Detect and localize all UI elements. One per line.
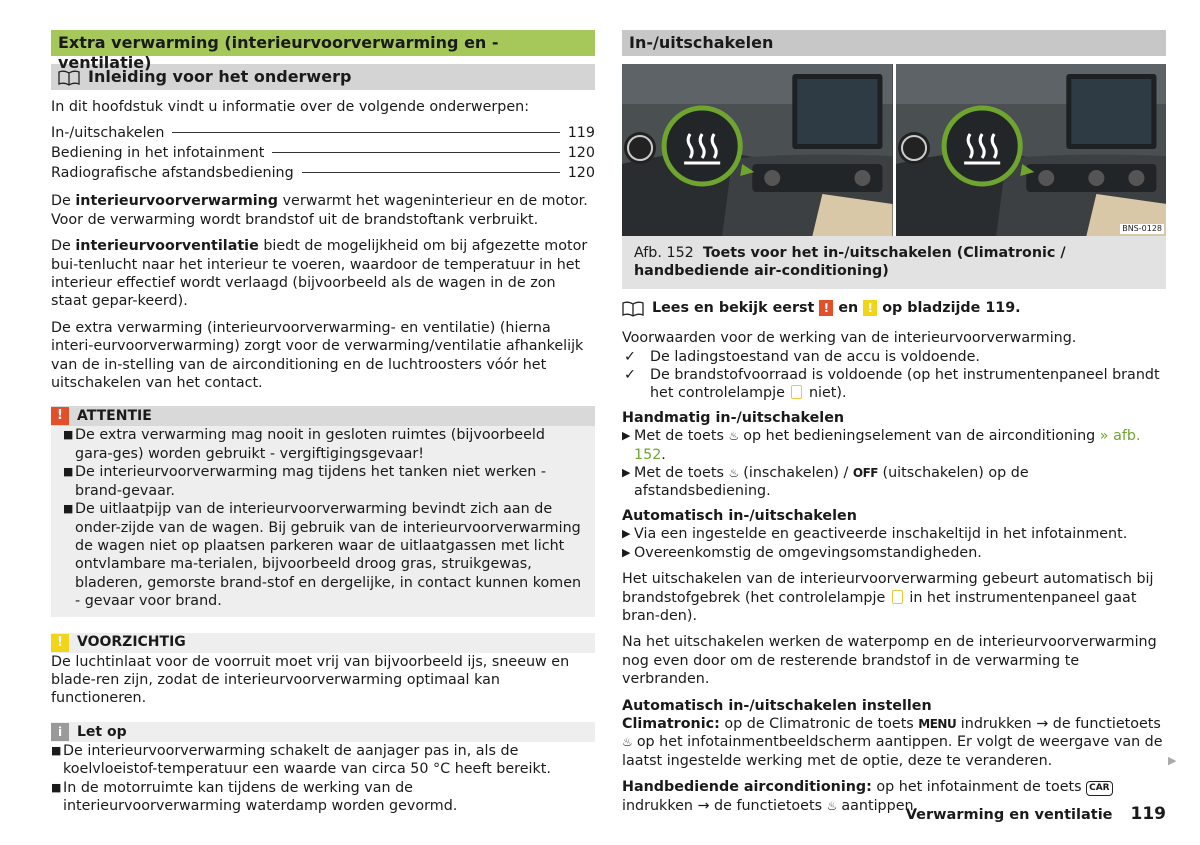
climatronic-instructions: Climatronic: op de Climatronic de toets MENU indrukken → de functietoets ♨ op het infotainmentbeeldscherm aantippen. Er volgt de weergave van de laatst ingestelde werking met de optie, deze te veranderen. <box>622 715 1163 769</box>
toc-leader <box>272 152 559 153</box>
caution-icon: ! <box>863 300 877 316</box>
menu-key-icon: MENU <box>918 716 957 731</box>
paragraph-preventilation: De interieurvoorventilatie biedt de mogelijkheid om bij afgezette motor bui-tenlucht naar het interieur te voeren, waardoor de temperatuur in het interieur effectief wordt verlaagd (bijvoorbeeld als de wagen in de zon staat gepar-keerd). <box>51 238 588 310</box>
book-icon <box>622 301 644 315</box>
paragraph-auto-off: Het uitschakelen van de interieurvoorverwarming gebeurt automatisch bij brandstofgebrek (het controlelampje in het instrumentenpaneel gaat bran-den). <box>622 571 1154 624</box>
list-item: ■ In de motorruimte kan tijdens de werking van de interieurvoorverwarming waterdamp worden gevormd. <box>51 779 458 814</box>
heating-key-icon: ♨ <box>826 798 837 813</box>
attention-box <box>51 406 595 616</box>
left-column <box>51 30 595 815</box>
intro-header-label: Inleiding voor het onderwerp <box>88 67 352 86</box>
off-key-icon: OFF <box>852 466 878 481</box>
list-item: ▶ Overeenkomstig de omgevingsomstandigheden. <box>622 544 982 561</box>
figure-climatronic-image <box>622 64 893 236</box>
list-item: ▶ Via een ingestelde en geactiveerde inschakeltijd in het infotainment. <box>622 526 1128 543</box>
heating-key-icon: ♨ <box>728 466 739 481</box>
toc-entry[interactable] <box>51 164 595 184</box>
auto-title: Automatisch in-/uitschakelen <box>622 507 857 524</box>
list-item: ■ De extra verwarming mag nooit in gesloten ruimtes (bijvoorbeeld gara-ges) worden gebruikt - vergiftigingsgevaar! <box>63 427 545 462</box>
toc-page: 120 <box>567 145 595 162</box>
toc-leader <box>302 172 560 173</box>
toc-entry[interactable] <box>51 144 595 164</box>
caution-text: De luchtinlaat voor de voorruit moet vrij van bijvoorbeeld ijs, sneeuw en blade-ren zijn, zodat de interieurvoorverwarming optimaal kan functioneren. <box>51 653 570 707</box>
heating-key-icon: ♨ <box>728 429 739 444</box>
car-key-icon: CAR <box>1086 781 1113 796</box>
list-item: ▶ Met de toets ♨ op het bedieningselement van de airconditioning » afb. 152. <box>622 428 1141 463</box>
figure-code: BNS-0128 <box>1122 224 1162 233</box>
intro-text: In dit hoofdstuk vindt u informatie over de volgende onderwerpen: <box>51 99 530 115</box>
figure-152 <box>622 64 1166 236</box>
heating-key-icon: ♨ <box>622 735 633 750</box>
settings-title: Automatisch in-/uitschakelen instellen <box>622 697 932 714</box>
list-item: ✓ De ladingstoestand van de accu is voldoende. <box>624 348 980 365</box>
fuel-lamp-icon <box>791 385 802 399</box>
right-column <box>622 30 1166 815</box>
fuel-lamp-icon <box>892 590 903 604</box>
list-item: ■ De uitlaatpijp van de interieurvoorverwarming bevindt zich aan de onder-zijde van de wagen. Bij gebruik van de interieurvoorverwarming de wagen niet op plaatsen parkeren waar de uitlaatgassen met licht ontvlambare ma-terialen, bijvoorbeeld droog gras, struikgewas, bladeren, gemorste brand-stof en dergelijke, in contact kunnen komen - gevaar voor brand. <box>63 501 582 610</box>
toc-page: 120 <box>567 165 595 182</box>
toc-leader <box>172 132 559 133</box>
page-footer <box>622 805 1166 824</box>
manual-title: Handmatig in-/uitschakelen <box>622 409 845 426</box>
note-box <box>51 722 595 816</box>
figure-caption: Afb. 152 Toets voor het in-/uitschakelen (Climatronic / handbediende air-conditioning) <box>622 236 1166 289</box>
section-header: Extra verwarming (interieurvoorverwarming en -ventilatie) <box>51 30 595 56</box>
figure-manual-ac-image <box>896 64 1167 236</box>
paragraph-preheating: De interieurvoorverwarming verwarmt het wageninterieur en de motor. Voor de verwarming wordt brandstof uit de brandstoftank verbruikt. <box>51 193 588 228</box>
warning-icon: ! <box>51 407 69 425</box>
continue-arrow-icon: ▶ <box>1168 754 1177 767</box>
toc-label: Radiografische afstandsbediening <box>51 165 294 182</box>
attention-body <box>51 426 595 610</box>
toc-page: 119 <box>567 125 595 142</box>
paragraph-extra-heating: De extra verwarming (interieurvoorverwarming- en ventilatie) (hierna interi-eurvoorverwarming) zorgt voor de verwarming/ventilatie afhankelijk van de in-stelling van de airconditioning en de luchtroosters vóór het uitschakelen van het contact. <box>51 319 584 392</box>
list-item: ■ De interieurvoorverwarming mag tijdens het tanken niet werken - brand-gevaar. <box>63 464 547 499</box>
list-item: ▶ Met de toets ♨ (inschakelen) / OFF (uitschakelen) op de afstandsbediening. <box>622 465 1029 500</box>
figure-link[interactable]: » afb. 152 <box>634 428 1141 463</box>
section-header-onoff: In-/uitschakelen <box>622 30 1166 56</box>
warning-icon: ! <box>819 300 833 316</box>
paragraph-after-off: Na het uitschakelen werken de waterpomp en de interieurvoorverwarming nog even door om de resterende brandstof in de verwarming te verbranden. <box>622 634 1157 688</box>
toc <box>51 124 595 184</box>
list-item: ✓ De brandstofvoorraad is voldoende (op het instrumentenpaneel brandt het controlelampje niet). <box>624 367 1160 402</box>
check-icon: ✓ <box>624 367 636 384</box>
check-icon: ✓ <box>624 348 636 365</box>
book-icon <box>58 70 80 84</box>
page-number: 119 <box>1130 804 1166 824</box>
caution-title: ! VOORZICHTIG <box>51 633 595 653</box>
toc-label: Bediening in het infotainment <box>51 145 265 162</box>
attention-title: ! ATTENTIE <box>51 406 595 426</box>
toc-entry[interactable] <box>51 124 595 144</box>
manual-ac-instructions: Handbediende airconditioning: op het infotainment de toets CAR indrukken → de functietoets ♨ aantippen. <box>622 778 1166 815</box>
toc-label: In-/uitschakelen <box>51 125 165 142</box>
caution-box <box>51 633 595 708</box>
intro-header <box>51 64 595 90</box>
note-title: i Let op <box>51 722 595 742</box>
list-item: ■ De interieurvoorverwarming schakelt de aanjager pas in, als de koelvloeistof-temperatuur een waarde van circa 50 °C heeft bereikt. <box>51 742 551 778</box>
footer-section: Verwarming en ventilatie <box>905 807 1113 823</box>
conditions-intro: Voorwaarden voor de werking van de interieurvoorverwarming. <box>622 330 1077 347</box>
caution-icon: ! <box>51 634 69 652</box>
read-first: Lees en bekijk eerst ! en ! op bladzijde 119. <box>622 299 1166 317</box>
info-icon: i <box>51 723 69 741</box>
